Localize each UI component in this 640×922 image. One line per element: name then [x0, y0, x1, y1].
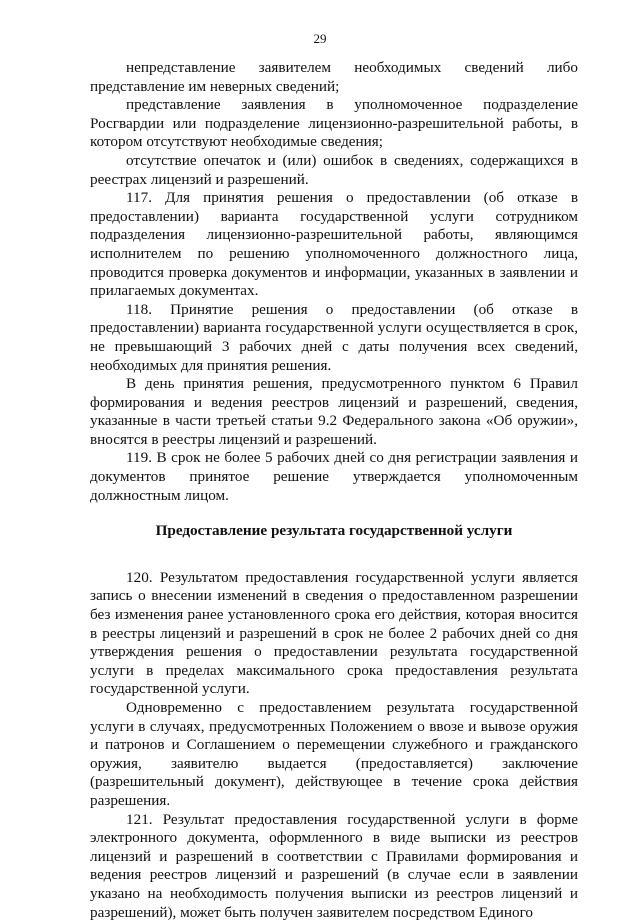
paragraph: представление заявления в уполномоченное подразделение Росгвардии или подразделение лицензионно-разрешительной работы, в котором отсутствуют необходимые сведения;: [90, 96, 578, 151]
paragraph-120: 120. Результатом предоставления государственной услуги является запись о внесении изменений в сведения о предоставленном разрешении без изменения ранее установленного срока его действия, которая вносится в реестры лицензий и разрешений в срок не более 2 рабочих дней со дня утверждения решения о предоставлении результата государственной услуги в пределах максимального срока предоставления результата государственной услуги.: [90, 568, 578, 698]
spacer: [90, 541, 578, 569]
paragraph: отсутствие опечаток и (или) ошибок в сведениях, содержащихся в реестрах лицензий и разрешений.: [90, 151, 578, 188]
paragraph-118: 118. Принятие решения о предоставлении (об отказе в предоставлении) варианта государственной услуги осуществляется в срок, не превышающий 3 рабочих дней с даты получения всех сведений, необходимых для принятия решения.: [90, 300, 578, 374]
spacer: [90, 505, 578, 522]
page-number: 29: [313, 31, 327, 46]
paragraph: непредставление заявителем необходимых сведений либо представление им неверных сведений;: [90, 59, 578, 95]
paragraph-119: 119. В срок не более 5 рабочих дней со дня регистрации заявления и документов принятое решение утверждается уполномоченным должностным лицом.: [90, 449, 578, 504]
paragraph: В день принятия решения, предусмотренного пунктом 6 Правил формирования и ведения реестров лицензий и разрешений, сведения, указанные в части третьей статьи 9.2 Федерального закона «Об оружии», вносятся в реестры лицензий и разрешений.: [90, 375, 578, 448]
section-heading: Предоставление результата государственной услуги: [155, 522, 513, 540]
paragraph-121: 121. Результат предоставления государственной услуги в форме электронного документа, оформленного в виде выписки из реестров лицензий и разрешений в соответствии с Правилами формирования и ведения реестров лицензий и разрешений (в случае если в заявлении указано на необходимость получения выписки из реестров лицензий и разрешений), может быть получен заявителем посредством Единого: [90, 810, 578, 921]
document-body: [90, 59, 578, 922]
paragraph-117: 117. Для принятия решения о предоставлении (об отказе в предоставлении) варианта государственной услуги сотрудником подразделения лицензионно-разрешительной работы, являющимся исполнителем по решению уполномоченного должностного лица, проводится проверка документов и информации, указанных в заявлении и прилагаемых документах.: [90, 189, 578, 300]
paragraph: Одновременно с предоставлением результата государственной услуги в случаях, предусмотренных Положением о ввозе и вывозе оружия и патронов и Соглашением о перемещении служебного и гражданского оружия, заявителю выдается (предоставляется) заключение (разрешительный документ), действующее в течение срока действия разрешения.: [90, 699, 578, 809]
